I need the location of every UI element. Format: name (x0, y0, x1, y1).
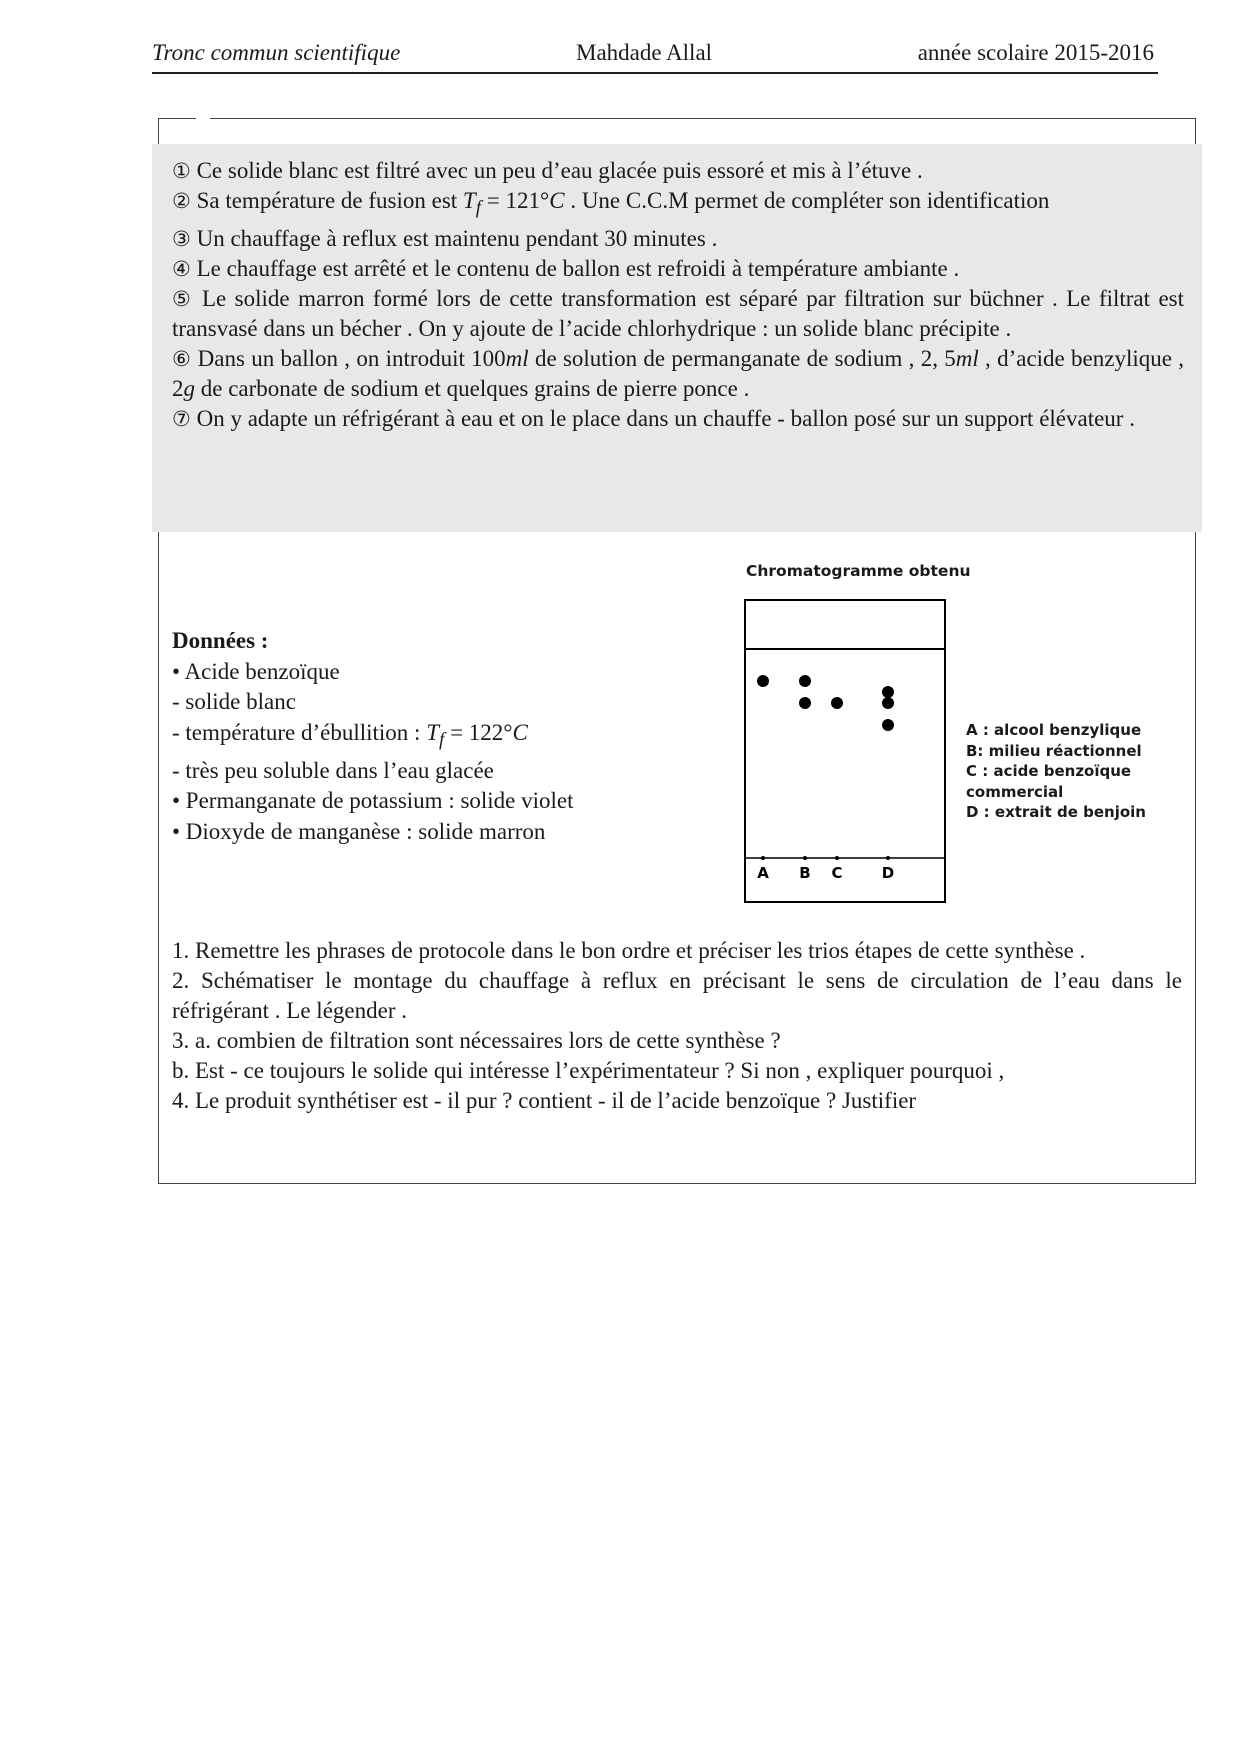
frame-gap (196, 112, 210, 124)
lane-labels-group (757, 856, 894, 882)
lane-label-a: A (757, 864, 769, 882)
chromatogram (730, 560, 1160, 910)
question-3b: b. Est - ce toujours le solide qui intéresse l’expérimentateur ? Si non , expliquer pourquoi , (172, 1058, 1005, 1083)
header-author: Mahdade Allal (576, 40, 713, 65)
question-3a: 3. a. combien de filtration sont nécessaires lors de cette synthèse ? (172, 1028, 781, 1053)
lane-label-b: B (799, 864, 811, 882)
question-1: 1. Remettre les phrases de protocole dans le bon ordre et préciser les trios étapes de cette synthèse . (172, 938, 1086, 963)
protocol-step-4: ④ Le chauffage est arrêté et le contenu de ballon est refroidi à température ambiante . (172, 255, 960, 281)
lane-label-d: D (881, 864, 895, 882)
lane-label-c: C (831, 864, 843, 882)
deposit-point-d (886, 856, 890, 860)
deposit-point-b (803, 856, 807, 860)
legend-item: commercial (966, 782, 1064, 801)
data-line: - solide blanc (172, 689, 296, 714)
spot-b (799, 675, 811, 687)
deposit-point-a (761, 856, 765, 860)
chromatogram-legend (966, 720, 1146, 823)
spots-group (757, 675, 894, 731)
plate-outline (745, 600, 945, 902)
question-2: 2. Schématiser le montage du chauffage à reflux en précisant le sens de circulation de l’eau dans le réfrigérant . Le légender . (172, 968, 1182, 1023)
data-line-boiling: - température d’ébullition : $T_f = 122^\circ C$ (172, 719, 528, 751)
questions-section (172, 936, 1182, 1116)
page-header (152, 38, 1158, 74)
protocol-step-2: ② Sa température de fusion est $T_f = 121^\circ C$ . Une C.C.M permet de compléter son identification (172, 188, 1050, 219)
protocol-step-1: ① Ce solide blanc est filtré avec un peu d’eau glacée puis essoré et mis à l’étuve . (172, 158, 923, 183)
protocol-step-7: ⑦ On y adapte un réfrigérant à eau et on le place dans un chauffe - ballon posé sur un support élévateur . (172, 405, 1135, 431)
data-line: • Permanganate de potassium : solide violet (172, 788, 574, 814)
spot-a (757, 675, 769, 687)
spot-d (882, 686, 894, 698)
protocol-step-6: ⑥ Dans un ballon , on introduit 100ml de solution de permanganate de sodium , 2, 5ml , d’acide benzylique , 2g de carbonate de sodium et quelques grains de pierre ponce . (172, 345, 1184, 401)
header-course: Tronc commun scientifique (152, 40, 401, 65)
protocol-step-5: ⑤ Le solide marron formé lors de cette transformation est séparé par filtration sur büchner . Le filtrat est transvasé dans un bécher . On y ajoute de l’acide chlorhydrique : un solide blanc précipite . (172, 285, 1185, 341)
question-4: 4. Le produit synthétiser est - il pur ? contient - il de l’acide benzoïque ? Justifier (172, 1088, 917, 1113)
data-line: - très peu soluble dans l’eau glacée (172, 757, 494, 783)
legend-item: D : extrait de benjoin (966, 803, 1146, 821)
chromatogram-plate (730, 560, 970, 910)
chromatogram-title: Chromatogramme obtenu (746, 562, 971, 580)
legend-item: A : alcool benzylique (966, 721, 1142, 739)
protocol-step-3: ③ Un chauffage à reflux est maintenu pendant 30 minutes . (172, 225, 718, 251)
spot-d (882, 697, 894, 709)
spot-d (882, 719, 894, 731)
spot-c (831, 697, 843, 709)
legend-item: B: milieu réactionnel (966, 741, 1142, 760)
header-school-year: année scolaire 2015-2016 (917, 40, 1154, 65)
deposit-point-c (835, 856, 839, 860)
data-line: • Acide benzoïque (172, 658, 340, 684)
data-title: Données : (172, 628, 269, 653)
protocol-box (152, 144, 1202, 532)
legend-item: C : acide benzoïque (966, 762, 1132, 780)
data-line: • Dioxyde de manganèse : solide marron (172, 818, 546, 844)
spot-b (799, 697, 811, 709)
data-section (172, 626, 692, 847)
